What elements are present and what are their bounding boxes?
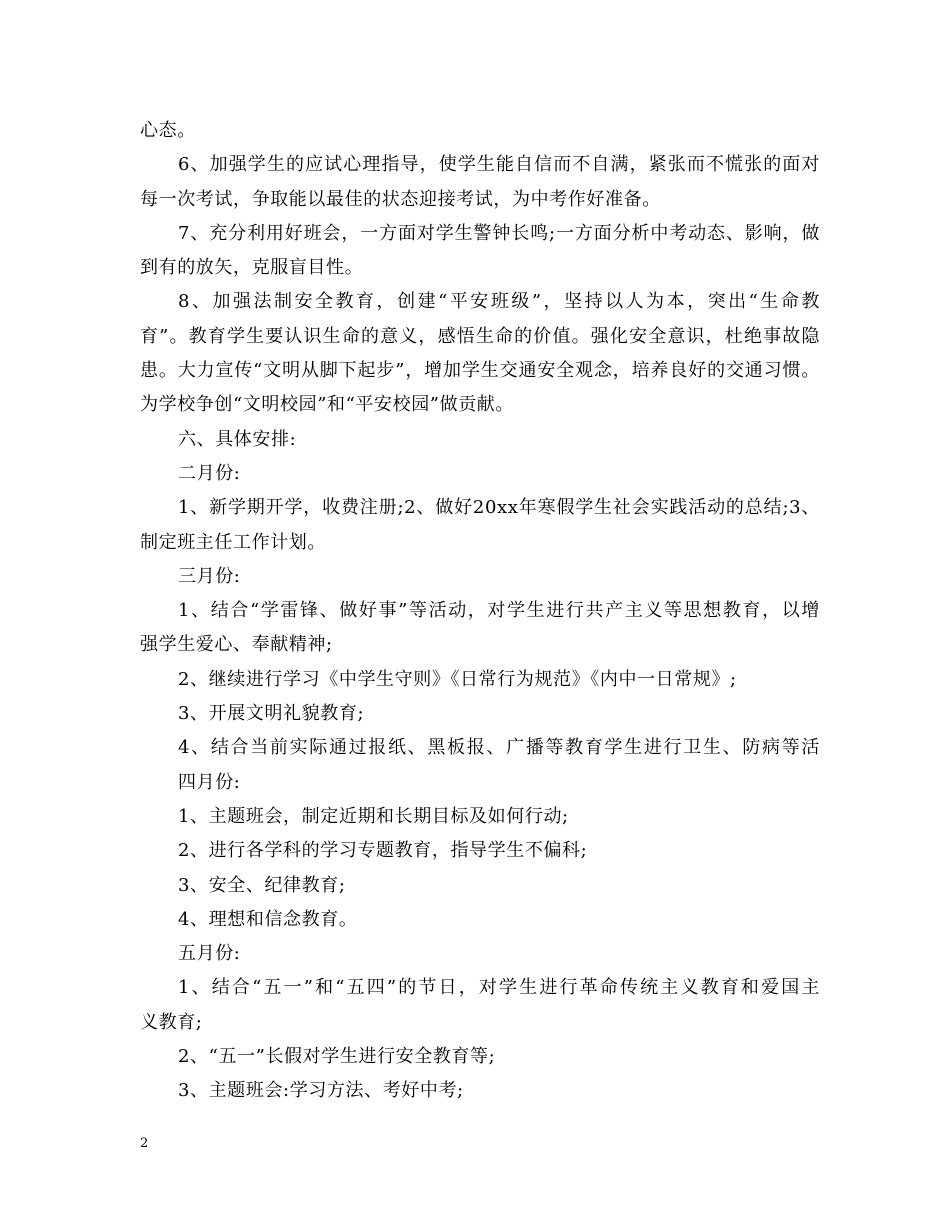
month-heading: 二月份: (178, 462, 241, 484)
text-line: 1、新学期开学，收费注册;2、做好20xx年寒假学生社会实践活动的总结;3、 (178, 497, 820, 519)
text-line: 2、“五一”长假对学生进行安全教育等; (178, 1046, 496, 1068)
text-line: 育”。教育学生要认识生命的意义，感悟生命的价值。强化安全意识，杜绝事故隐 (140, 325, 820, 347)
page-number: 2 (140, 1136, 149, 1151)
text-line: 心态。 (140, 120, 196, 141)
text-line: 3、主题班会:学习方法、考好中考; (178, 1080, 464, 1102)
text-line: 1、结合“学雷锋、做好事”等活动，对学生进行共产主义等思想教育，以增 (178, 600, 820, 622)
month-heading: 四月份: (178, 771, 241, 793)
text-line: 每一次考试，争取能以最佳的状态迎接考试，为中考作好准备。 (140, 188, 661, 210)
text-line: 4、结合当前实际通过报纸、黑板报、广播等教育学生进行卫生、防病等活 (178, 737, 820, 759)
text-line: 患。大力宣传“文明从脚下起步”，增加学生交通安全观念，培养良好的交通习惯。 (140, 360, 820, 382)
text-line: 1、主题班会，制定近期和长期目标及如何行动; (178, 805, 569, 827)
text-line: 7、充分利用好班会，一方面对学生警钟长鸣;一方面分析中考动态、影响，做 (178, 222, 820, 244)
text-line: 3、安全、纪律教育; (178, 874, 346, 896)
text-line: 8、加强法制安全教育，创建“平安班级”，坚持以人为本，突出“生命教 (178, 291, 820, 313)
text-line: 1、结合“五一”和“五四”的节日，对学生进行革命传统主义教育和爱国主 (178, 977, 820, 999)
text-line: 为学校争创“文明校园”和“平安校园”做贡献。 (140, 394, 515, 416)
text-line: 制定班主任工作计划。 (140, 531, 326, 553)
month-heading: 五月份: (178, 943, 241, 965)
text-line: 义教育; (140, 1011, 203, 1033)
text-line: 强学生爱心、奉献精神; (140, 634, 333, 656)
section-heading: 六、具体安排: (178, 428, 297, 450)
text-line: 6、加强学生的应试心理指导，使学生能自信而不自满，紧张而不慌张的面对 (178, 154, 820, 176)
text-line: 4、理想和信念教育。 (178, 908, 358, 930)
text-line: 2、继续进行学习《中学生守则》《日常行为规范》《内中一日常规》; (178, 668, 737, 690)
text-line: 3、开展文明礼貌教育; (178, 703, 365, 725)
month-heading: 三月份: (178, 565, 241, 587)
text-line: 到有的放矢，克服盲目性。 (140, 257, 364, 279)
document-page (140, 114, 820, 1109)
text-line: 2、进行各学科的学习专题教育，指导学生不偏科; (178, 840, 588, 862)
